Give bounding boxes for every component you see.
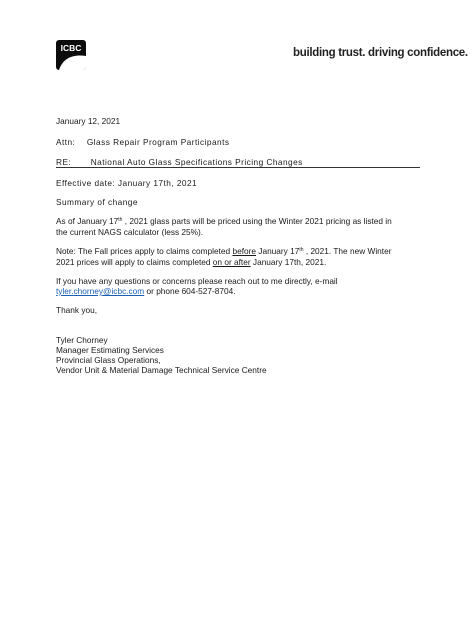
closing: Thank you, bbox=[56, 305, 98, 315]
subject-divider bbox=[56, 167, 420, 168]
paragraph-pricing-line2: the current NAGS calculator (less 25%). bbox=[56, 227, 204, 237]
icbc-logo bbox=[56, 40, 86, 70]
re-value: National Auto Glass Specifications Pricing Changes bbox=[90, 157, 303, 167]
email-link[interactable]: tyler.chorney@icbc.com bbox=[56, 286, 145, 296]
attn-value: Glass Repair Program Participants bbox=[86, 137, 230, 147]
note-line2: 2021 prices will apply to claims completed on or after January 17th, 2021. bbox=[56, 257, 327, 267]
attn-line bbox=[56, 137, 229, 148]
summary-heading: Summary of change bbox=[56, 197, 138, 207]
note-line1: Note: The Fall prices apply to claims completed before January 17th , 2021. The new Winter bbox=[56, 246, 392, 256]
signature-name: Tyler Chorney bbox=[56, 335, 108, 345]
paragraph-pricing-line1: As of January 17th , 2021 glass parts will be priced using the Winter 2021 pricing as listed in bbox=[56, 216, 392, 226]
logo-text: ICBC bbox=[60, 43, 82, 53]
contact-line1: If you have any questions or concerns please reach out to me directly, e-mail bbox=[56, 276, 338, 286]
signature-title: Manager Estimating Services bbox=[56, 345, 164, 355]
re-label: RE: bbox=[56, 157, 72, 167]
attn-label: Attn: bbox=[56, 137, 76, 147]
signature-unit: Vendor Unit & Material Damage Technical Service Centre bbox=[56, 365, 267, 375]
letter-date: January 12, 2021 bbox=[56, 116, 121, 126]
phone-text: or phone 604-527-8704. bbox=[144, 286, 236, 296]
contact-line2 bbox=[56, 286, 236, 297]
tagline: building trust. driving confidence. bbox=[293, 47, 468, 59]
signature-department: Provincial Glass Operations, bbox=[56, 355, 161, 365]
effective-date: Effective date: January 17th, 2021 bbox=[56, 178, 198, 188]
